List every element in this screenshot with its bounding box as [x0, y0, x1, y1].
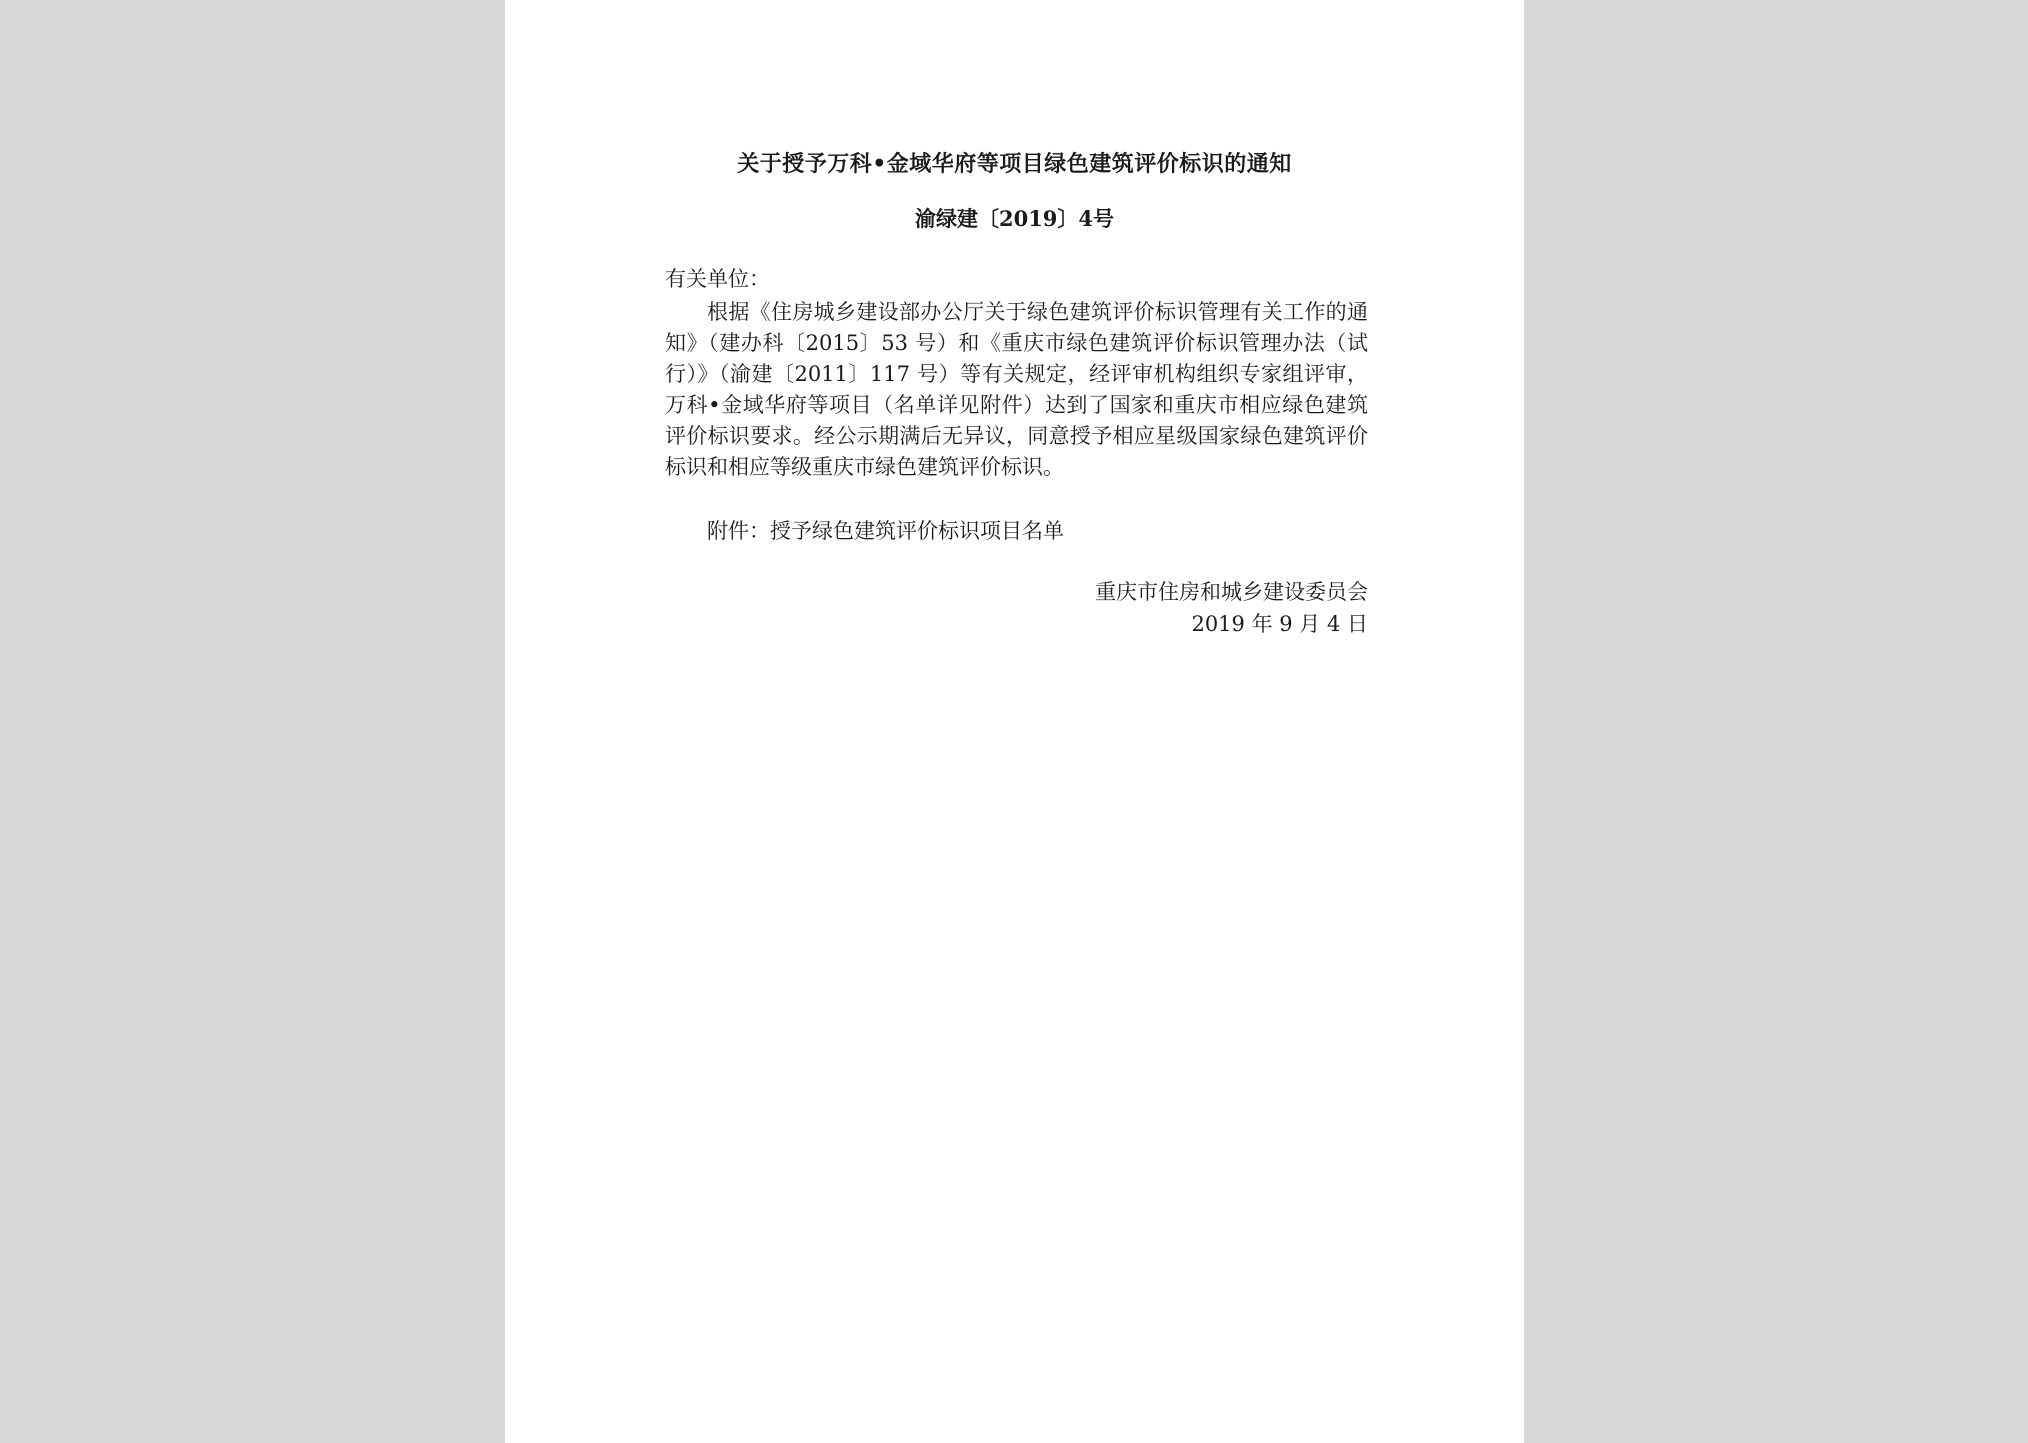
document-title: 关于授予万科•金域华府等项目绿色建筑评价标识的通知 [737, 151, 1292, 177]
document-number: 渝绿建〔2019〕4号 [914, 206, 1115, 231]
body-paragraph: 根据《住房城乡建设部办公厅关于绿色建筑评价标识管理有关工作的通知》（建办科〔2015〕53 号）和《重庆市绿色建筑评价标识管理办法（试行）》（渝建〔2011〕117 号）等有关规定，经评审机构组织专家组评审，万科•金域华府等项目（名单详见附件）达到了国家和重庆市相应绿色建筑评价标识要求。经公示期满后无异议，同意授予相应星级国家绿色建筑评价标识和相应等级重庆市绿色建筑评价标识。 [665, 300, 1368, 479]
issue-date: 2019 年 9 月 4 日 [1191, 612, 1368, 636]
issuer-name: 重庆市住房和城乡建设委员会 [1095, 580, 1368, 604]
salutation: 有关单位： [665, 267, 770, 291]
signature-block [1095, 576, 1368, 640]
document-page [505, 0, 1524, 1443]
attachment-line: 附件：授予绿色建筑评价标识项目名单 [707, 519, 1064, 543]
